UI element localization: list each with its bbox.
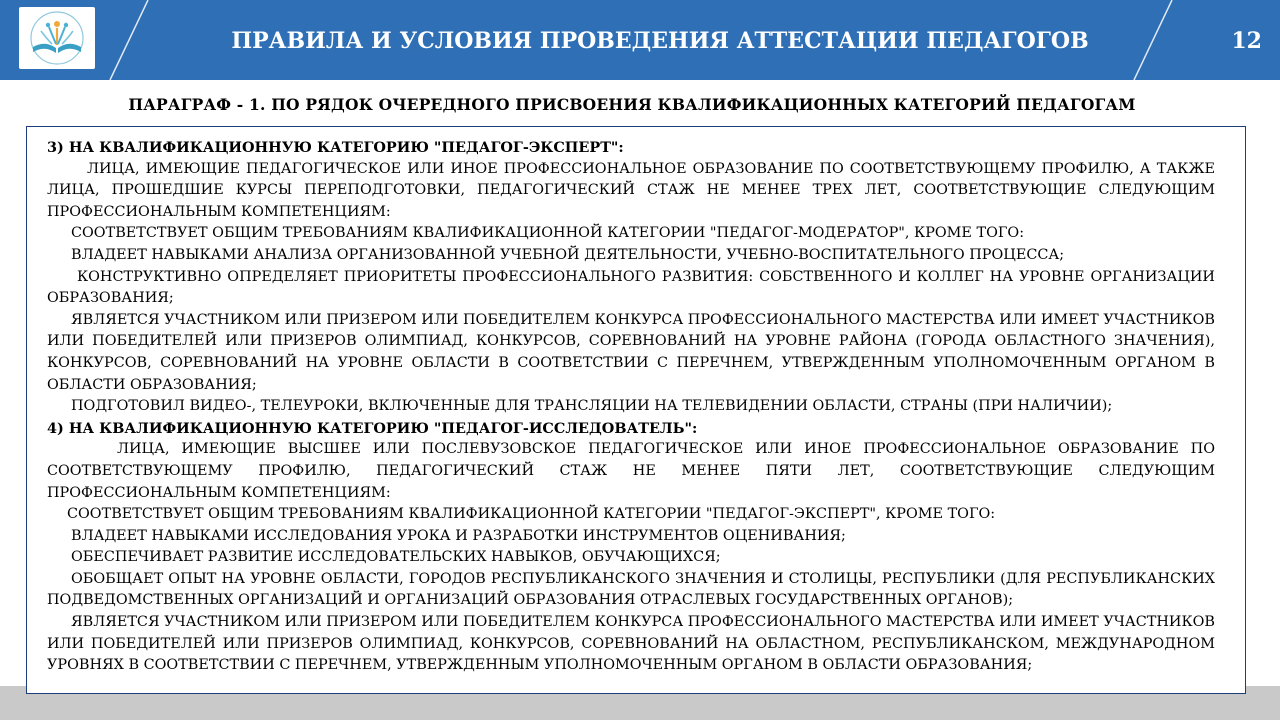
paragraph-expert-analysis: ВЛАДЕЕТ НАВЫКАМИ АНАЛИЗА ОРГАНИЗОВАННОЙ УЧЕБНОЙ ДЕЯТЕЛЬНОСТИ, УЧЕБНО-ВОСПИТАТЕЛЬНОГО ПРОЦЕССА; (71, 246, 1065, 263)
content-box (26, 126, 1246, 694)
category-researcher-heading: 4) НА КВАЛИФИКАЦИОННУЮ КАТЕГОРИЮ "ПЕДАГОГ-ИССЛЕДОВАТЕЛЬ": (47, 419, 698, 437)
paragraph-researcher-lesson-study: ВЛАДЕЕТ НАВЫКАМИ ИССЛЕДОВАНИЯ УРОКА И РАЗРАБОТКИ ИНСТРУМЕНТОВ ОЦЕНИВАНИЯ; (71, 527, 846, 544)
page-number: 12 (1231, 28, 1262, 54)
logo (19, 7, 95, 69)
paragraph-researcher-requirement: СООТВЕТСТВУЕТ ОБЩИМ ТРЕБОВАНИЯМ КВАЛИФИКАЦИОННОЙ КАТЕГОРИИ "ПЕДАГОГ-ЭКСПЕРТ", КРОМЕ ТОГО: (67, 506, 996, 523)
paragraph-expert-requirement: СООТВЕТСТВУЕТ ОБЩИМ ТРЕБОВАНИЯМ КВАЛИФИКАЦИОННОЙ КАТЕГОРИИ "ПЕДАГОГ-МОДЕРАТОР", КРОМЕ ТОГО: (71, 225, 1025, 242)
paragraph-researcher-research-skills: ОБЕСПЕЧИВАЕТ РАЗВИТИЕ ИССЛЕДОВАТЕЛЬСКИХ НАВЫКОВ, ОБУЧАЮЩИХСЯ; (71, 549, 721, 566)
section-subtitle: ПАРАГРАФ - 1. ПО РЯДОК ОЧЕРЕДНОГО ПРИСВОЕНИЯ КВАЛИФИКАЦИОННЫХ КАТЕГОРИЙ ПЕДАГОГАМ (128, 95, 1136, 114)
paragraph-expert-priorities: КОНСТРУКТИВНО ОПРЕДЕЛЯЕТ ПРИОРИТЕТЫ ПРОФЕССИОНАЛЬНОГО РАЗВИТИЯ: СОБСТВЕННОГО И КОЛЛЕГ НА УРОВНЕ ОРГАНИЗАЦИИ ОБРАЗОВАНИЯ; (47, 268, 1215, 307)
header-band (0, 0, 1280, 80)
page-title: ПРАВИЛА И УСЛОВИЯ ПРОВЕДЕНИЯ АТТЕСТАЦИИ ПЕДАГОГОВ (231, 28, 1089, 54)
paragraph-researcher-eligibility: ЛИЦА, ИМЕЮЩИЕ ВЫСШЕЕ ИЛИ ПОСЛЕВУЗОВСКОЕ ПЕДАГОГИЧЕСКОЕ ИЛИ ИНОЕ ПРОФЕССИОНАЛЬНОЕ ОБРАЗОВАНИЕ ПО СООТВЕТСТВУЮЩЕМУ ПРОФИЛЮ, ПЕДАГОГИЧЕСКИЙ СТАЖ НЕ МЕНЕЕ ПЯТИ ЛЕТ, СООТВЕТСТВУЮЩИЕ СЛЕДУЮЩИМ ПРОФЕССИОНАЛЬНЫМ КОМПЕТЕНЦИЯМ: (47, 441, 1215, 501)
paragraph-expert-eligibility: ЛИЦА, ИМЕЮЩИЕ ПЕДАГОГИЧЕСКОЕ ИЛИ ИНОЕ ПРОФЕССИОНАЛЬНОЕ ОБРАЗОВАНИЕ ПО СООТВЕТСТВУЮЩЕМУ ПРОФИЛЮ, А ТАКЖЕ ЛИЦА, ПРОШЕДШИЕ КУРСЫ ПЕРЕПОДГОТОВКИ, ПЕДАГОГИЧЕСКИЙ СТАЖ НЕ МЕНЕЕ ТРЕХ ЛЕТ, СООТВЕТСТВУЮЩИЕ СЛЕДУЮЩИМ ПРОФЕССИОНАЛЬНЫМ КОМПЕТЕНЦИЯМ: (47, 160, 1215, 220)
open-book-with-people-logo-icon (19, 7, 95, 69)
paragraph-researcher-contests: ЯВЛЯЕТСЯ УЧАСТНИКОМ ИЛИ ПРИЗЕРОМ ИЛИ ПОБЕДИТЕЛЕМ КОНКУРСА ПРОФЕССИОНАЛЬНОГО МАСТЕРСТВА ИЛИ ИМЕЕТ УЧАСТНИКОВ ИЛИ ПОБЕДИТЕЛЕЙ ИЛИ ПРИЗЕРОВ ОЛИМПИАД, КОНКУРСОВ, СОРЕВНОВАНИЙ НА ОБЛАСТНОМ, РЕСПУБЛИКАНСКОМ, МЕЖДУНАРОДНОМ УРОВНЯХ В СООТВЕТСТВИИ С ПЕРЕЧНЕМ, УТВЕРЖДЕННЫМ УПОЛНОМОЧЕННЫМ ОРГАНОМ В ОБЛАСТИ ОБРАЗОВАНИЯ; (47, 614, 1215, 674)
paragraph-researcher-experience: ОБОБЩАЕТ ОПЫТ НА УРОВНЕ ОБЛАСТИ, ГОРОДОВ РЕСПУБЛИКАНСКОГО ЗНАЧЕНИЯ И СТОЛИЦЫ, РЕСПУБЛИКИ (ДЛЯ РЕСПУБЛИКАНСКИХ ПОДВЕДОМСТВЕННЫХ ОРГАНИЗАЦИЙ И ОРГАНИЗАЦИЙ ОБРАЗОВАНИЯ ОТРАСЛЕВЫХ ГОСУДАРСТВЕННЫХ ОРГАНОВ); (47, 570, 1215, 609)
category-expert-heading: 3) НА КВАЛИФИКАЦИОННУЮ КАТЕГОРИЮ "ПЕДАГОГ-ЭКСПЕРТ": (47, 139, 624, 156)
paragraph-expert-contests: ЯВЛЯЕТСЯ УЧАСТНИКОМ ИЛИ ПРИЗЕРОМ ИЛИ ПОБЕДИТЕЛЕМ КОНКУРСА ПРОФЕССИОНАЛЬНОГО МАСТЕРСТВА ИЛИ ИМЕЕТ УЧАСТНИКОВ ИЛИ ПОБЕДИТЕЛЕЙ ИЛИ ПРИЗЕРОВ ОЛИМПИАД, КОНКУРСОВ, СОРЕВНОВАНИЙ НА УРОВНЕ РАЙОНА (ГОРОДА ОБЛАСТНОГО ЗНАЧЕНИЯ), КОНКУРСОВ, СОРЕВНОВАНИЙ НА УРОВНЕ ОБЛАСТИ В СООТВЕТСТВИИ С ПЕРЕЧНЕМ, УТВЕРЖДЕННЫМ УПОЛНОМОЧЕННЫМ ОРГАНОМ В ОБЛАСТИ ОБРАЗОВАНИЯ; (47, 311, 1215, 393)
paragraph-expert-video-lessons: ПОДГОТОВИЛ ВИДЕО-, ТЕЛЕУРОКИ, ВКЛЮЧЕННЫЕ ДЛЯ ТРАНСЛЯЦИИ НА ТЕЛЕВИДЕНИИ ОБЛАСТИ, СТРАНЫ (ПРИ НАЛИЧИИ); (71, 398, 1113, 415)
